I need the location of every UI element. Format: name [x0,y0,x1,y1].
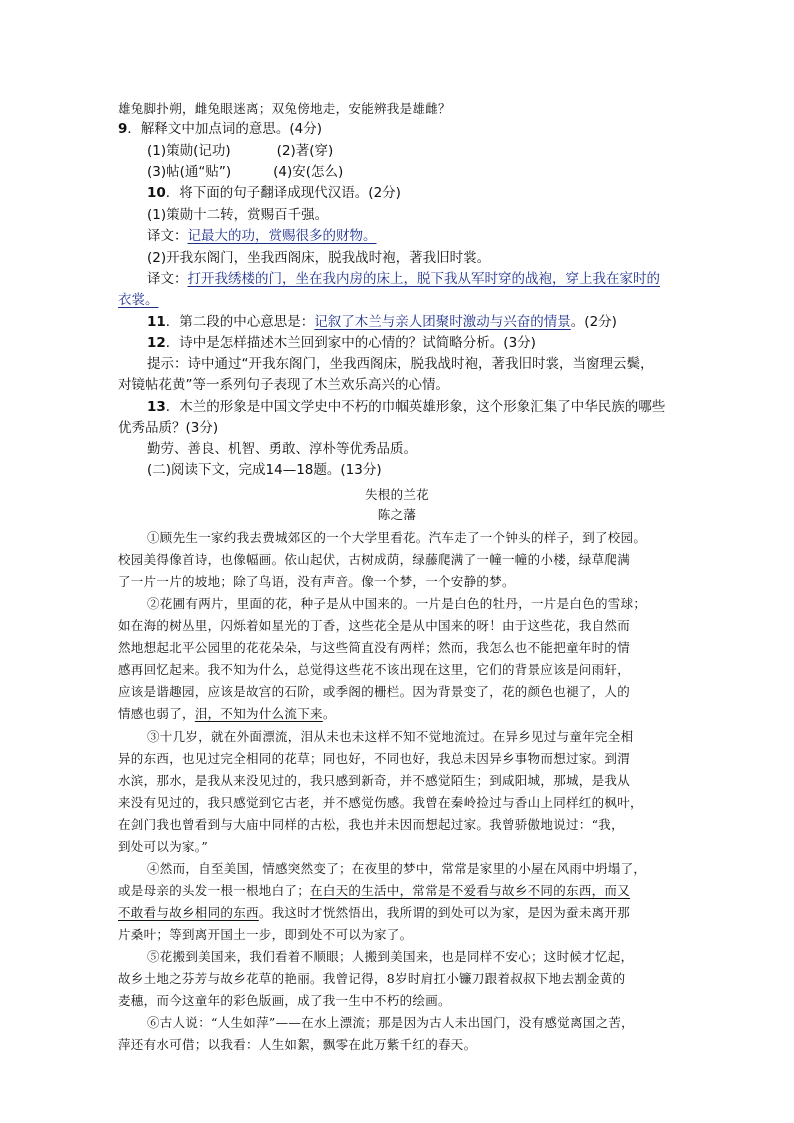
question-text: ．解释文中加点词的意思。(4分) [127,121,323,137]
para-2-line-5: 应该是谐趣园，应该是故宫的石阶，或季阁的栅栏。因为背景变了，花的颜色也褪了，人的 [118,684,631,699]
q12-hint-line-1: 提示：诗中通过“开我东阁门，坐我西阁床，脱我战时袍，著我旧时裳，当窗理云鬓， [147,356,654,372]
para-3-line-6: 到处可以为家。” [118,839,209,854]
article-title: 失根的兰花 [364,487,429,502]
para-5-line-1: ⑤花搬到美国来，我们看着不顺眼；人搬到美国来，也是同样不安心；这时候才忆起， [147,949,634,964]
question-9 [118,119,678,139]
q11-score: 。(2分) [570,314,617,330]
para-4-line-4: 片桑叶；等到离开国土一步，即到处不可以为家了。 [118,927,413,942]
para-2-line-4: 感再回忆起来。我不知为什么，总觉得这些花不该出现在这里，它们的背景应该是问雨轩， [118,662,631,677]
para-2-line-2: 如在海的树丛里，闪烁着如星光的丁香，这些花全是从中国来的呀！由于这些花，我自然而 [118,618,631,633]
q9-answer-4: (4)安(怎么) [273,164,344,180]
q10-sentence-1: (1)策勋十二转，赏赐百千强。 [147,207,329,223]
underlined-sentence-cont: 不敢看与故乡相同的东西 [118,905,259,920]
question-number: 13 [147,399,166,415]
q10-sentence-2: (2)开我东阁门，坐我西阁床，脱我战时袍，著我旧时裳。 [147,250,491,266]
question-text: ．木兰的形象是中国文学史中不朽的巾帼英雄形象，这个形象汇集了中华民族的哪些 [165,399,666,415]
para-3-line-1: ③十几岁，就在外面漂流，泪从未也未这样不知不觉地流过。在异乡见过与童年完全相 [147,729,634,744]
q10-translation-1 [147,226,707,246]
question-number: 11 [147,314,166,330]
q11-answer: 记叙了木兰与亲人团聚时激动与兴奋的情景 [314,314,571,330]
para-2-line-6 [118,704,678,724]
question-10 [147,183,707,203]
q9-answer-3: (3)帖(通“贴”) [147,164,232,180]
section-2-heading: (二)阅读下文，完成14—18题。(13分) [147,462,382,478]
q9-answers-row-1 [147,141,707,161]
question-number: 12 [147,335,166,351]
para-4-line-3 [118,903,678,923]
para-2-line-3: 然地想起北平公园里的花花朵朵，与这些简直没有两样；然而，我怎么也不能把童年时的情 [118,640,631,655]
q13-answer: 勤劳、善良、机智、勇敢、淳朴等优秀品质。 [147,441,417,457]
translation-label: 译文： [147,228,188,244]
q9-answer-1: (1)策勋(记功) [147,143,231,159]
translation-answer-cont: 衣裳。 [118,292,159,308]
question-11 [147,312,707,332]
para-6-line-1: ⑥古人说：“人生如萍”——在水上漂流；那是因为古人未出国门，没有感觉离国之苦， [147,1015,634,1030]
underlined-sentence: 在白天的生活中，常常是不爱看与故乡不同的东西，而又 [310,883,631,898]
q9-answer-2: (2)著(穿) [276,143,334,159]
question-12 [147,333,707,353]
para-1-line-2: 校园美得像首诗，也像幅画。依山起伏，古树成荫，绿藤爬满了一幢一幢的小楼，绿草爬满 [118,552,631,567]
question-13 [147,397,707,417]
translation-answer: 打开我绣楼的门，坐在我内房的床上，脱下我从军时穿的战袍，穿上我在家时的 [187,271,660,287]
para-3-line-5: 在剑门我也曾看到与大庙中同样的古松，我也并未因而想起过家。我曾骄傲地说过：“我， [118,817,624,832]
question-text: ．将下面的句子翻译成现代汉语。(2分) [165,185,401,201]
question-text: ．诗中是怎样描述木兰回到家中的心情的？试简略分析。(3分) [165,335,536,351]
para-2-line-1: ②花圃有两片，里面的花，种子是从中国来的。一片是白色的牡丹，一片是白色的雪球； [147,596,647,611]
para-3-line-4: 来没有见过的，我只感觉到它古老，并不感觉伤感。我曾在秦岭捡过与香山上同样红的枫叶， [118,795,643,810]
q10-translation-2-cont [118,290,678,310]
para-2-end: 。 [322,706,336,721]
para-4-text: 。我这时才恍然悟出，我所谓的到处可以为家，是因为蚕未离开那 [258,905,631,920]
poem-last-line: 雄兔脚扑朔，雌兔眼迷离；双兔傍地走，安能辨我是雄雌？ [118,101,451,116]
para-3-line-2: 异的东西，也见过完全相同的花草；同也好，不同也好，我总未因异乡事物而想过家。到渭 [118,751,631,766]
para-5-line-3: 麦穗，而今这童年的彩色版画，成了我一生中不朽的绘画。 [118,993,451,1008]
translation-label: 译文： [147,271,188,287]
article-author: 陈之藩 [377,507,417,522]
q10-translation-2 [147,269,707,289]
translation-answer: 记最大的功，赏赐很多的财物。 [187,228,377,244]
para-6-line-2: 萍还有水可借；以我看：人生如絮，飘零在此万紫千红的春天。 [118,1037,477,1052]
question-text: ．第二段的中心意思是： [165,314,315,330]
question-number: 9 [118,121,128,137]
question-number: 10 [147,185,166,201]
para-4-text: 或是母亲的头发一根一根地白了； [118,883,311,898]
para-2-text: 情感也弱了， [118,706,195,721]
para-5-line-2: 故乡土地之芬芳与故乡花草的艳丽。我曾记得，8岁时肩扛小镰刀跟着叔叔下地去割金黄的 [118,971,626,986]
para-1-line-1: ①顾先生一家约我去费城郊区的一个大学里看花。汽车走了一个钟头的样子，到了校园。 [147,530,647,545]
para-4-line-1: ④然而，自至美国，情感突然变了；在夜里的梦中，常常是家里的小屋在风雨中坍塌了， [147,861,647,876]
q9-answers-row-2 [147,162,707,182]
para-4-line-2 [118,881,678,901]
para-3-line-3: 水滨，那水，是我从来没见过的，我只感到新奇，并不感觉陌生；到咸阳城，那城，是我从 [118,773,631,788]
para-1-line-3: 了一片一片的坡地；除了鸟语，没有声音。像一个梦，一个安静的梦。 [118,574,515,589]
question-13-cont: 优秀品质？(3分) [118,420,219,436]
underlined-sentence: 泪，不知为什么流下来 [194,706,323,721]
q12-hint-line-2: 对镜帖花黄”等一系列句子表现了木兰欢乐高兴的心情。 [118,377,449,393]
